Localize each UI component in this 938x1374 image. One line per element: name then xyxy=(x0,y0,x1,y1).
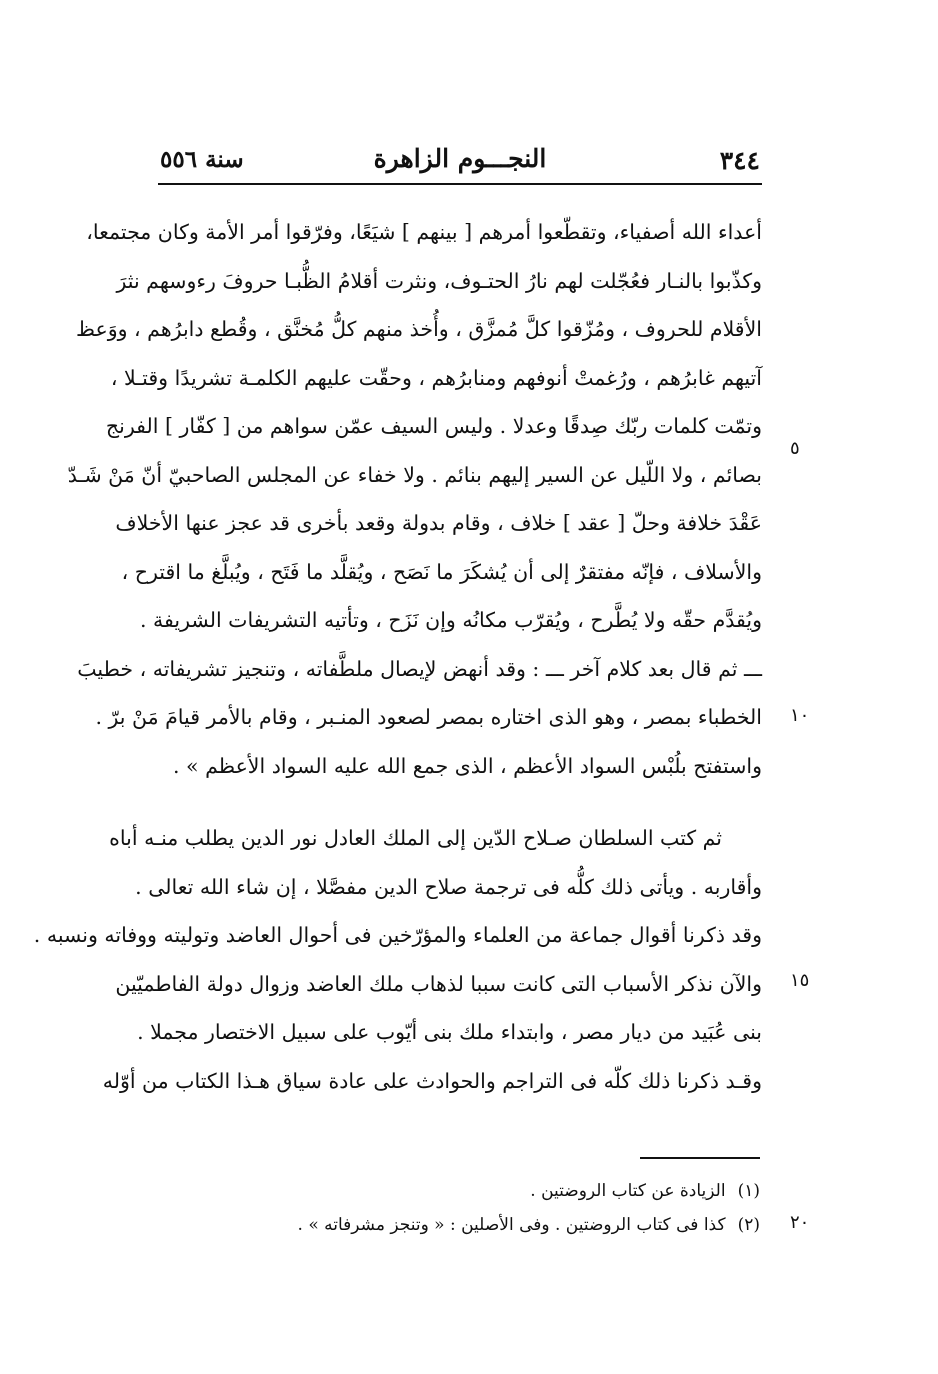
text-line: وقد ذكرنا أقوال جماعة من العلماء والمؤرّخين فى أحوال العاضد وتوليته ووفاته ونسبه . xyxy=(33,923,762,947)
text-line: بنى عُبَيد من ديار مصر ، وابتداء ملك بنى أيّوب على سبيل الاختصار مجملا . xyxy=(137,1020,762,1044)
book-title: النجـــوم الزاهرة xyxy=(373,144,547,173)
footnote-text: الزيادة عن كتاب الروضتين . xyxy=(530,1181,726,1201)
text-line: واستفتح بلُبْس السواد الأعظم ، الذى جمع الله عليه السواد الأعظم » . xyxy=(173,753,762,778)
text-line: وأقاربه . ويأتى ذلك كلُّه فى ترجمة صلاح الدين مفصَّلا ، إن شاء الله تعالى . xyxy=(135,874,762,899)
text-line: ثم كتب السلطان صـلاح الدّين إلى الملك العادل نور الدين يطلب منـه أباه xyxy=(109,826,722,850)
text-line: آتيهم غابرُهم ، ورُغمتْ أنوفهم ومنابرُهم ، وحقّت عليهم الكلمـة تشريدًا وقتـلا ، xyxy=(110,365,762,390)
text-line: وقـد ذكرنا ذلك كلّه فى التراجم والحوادث على عادة سياق هـذا الكتاب من أوّله xyxy=(102,1068,762,1093)
footnote-mark: (٢) xyxy=(737,1215,760,1235)
header-rule xyxy=(158,183,762,185)
footnote xyxy=(160,1174,760,1208)
line-number-20: ٢٠ xyxy=(790,1212,810,1233)
text-line: وتمّت كلمات ربّك صِدقًا وعدلا . وليس السيف عمّن سواهم من [ كفّار ] الفرنج xyxy=(105,414,762,438)
footnote-text: كذا فى كتاب الروضتين . وفى الأصلين : « وتنجز مشرفاته » . xyxy=(297,1215,726,1235)
main-text xyxy=(33,208,762,1105)
text-line: بصائم ، ولا اللّيل عن السير إليهم بنائم . ولا خفاء عن المجلس الصاحبيّ أنّ مَنْ شَـدّ xyxy=(67,462,762,487)
text-line: الأقلام للحروف ، ومُزّقوا كلَّ مُمزَّق ، وأُخذ منهم كلُّ مُخنَّق ، وقُطع دابرُهم ، ووَعظ xyxy=(76,317,762,341)
footnote-mark: (١) xyxy=(737,1181,760,1201)
text-line: والأسلاف ، فإنّه مفتقرٌ إلى أن يُشكَرَ ما نَصَح ، ويُقلَّد ما فَتَح ، ويُبلَّغ ما اقترح ، xyxy=(121,559,762,584)
text-line: ويُقدَّم حقّه ولا يُطَّرح ، ويُقرّب مكانُه وإن نَزَح ، وتأتيه التشريفات الشريفة . xyxy=(140,608,762,632)
text-line: والآن نذكر الأسباب التى كانت سببا لذهاب ملك العاضد وزوال دولة الفاطميّين xyxy=(115,971,762,996)
line-number-5: ٥ xyxy=(790,438,800,459)
footnote-rule xyxy=(640,1157,760,1159)
paragraph-gap xyxy=(158,790,762,814)
text-line: الخطباء بمصر ، وهو الذى اختاره بمصر لصعود المنـبر ، وقام بالأمر قيامَ مَنْ برّ . xyxy=(95,705,762,729)
text-line: وكذّبوا بالنـار فعُجّلت لهم نارُ الحتـوف، ونثرت أقلامُ الظُّبـا حروفَ رءوسهم نثرَ xyxy=(116,268,762,293)
running-header xyxy=(160,140,760,180)
page-number: ٣٤٤ xyxy=(719,146,760,175)
text-line: عَقْدَ خلافة وحلّ [ عقد ] خلاف ، وقام بدولة وقعد بأخرى قد عجز عنها الأخلاف xyxy=(115,511,762,535)
year-label: سنة ٥٥٦ xyxy=(160,146,244,173)
line-number-15: ١٥ xyxy=(790,970,810,991)
footnote xyxy=(160,1208,760,1242)
line-number-10: ١٠ xyxy=(790,705,810,726)
text-line: ـــ ثم قال بعد كلام آخر ـــ : وقد أنهض لإيصال ملطَّفاته ، وتنجيز تشريفاته ، خطيبَ xyxy=(77,656,762,681)
text-line: أعداء الله أصفياء، وتقطّعوا أمرهم [ بينهم ] شيَعًا، وفرّقوا أمر الأمة وكان مجتمعا، xyxy=(86,220,762,244)
footnotes xyxy=(160,1174,760,1242)
